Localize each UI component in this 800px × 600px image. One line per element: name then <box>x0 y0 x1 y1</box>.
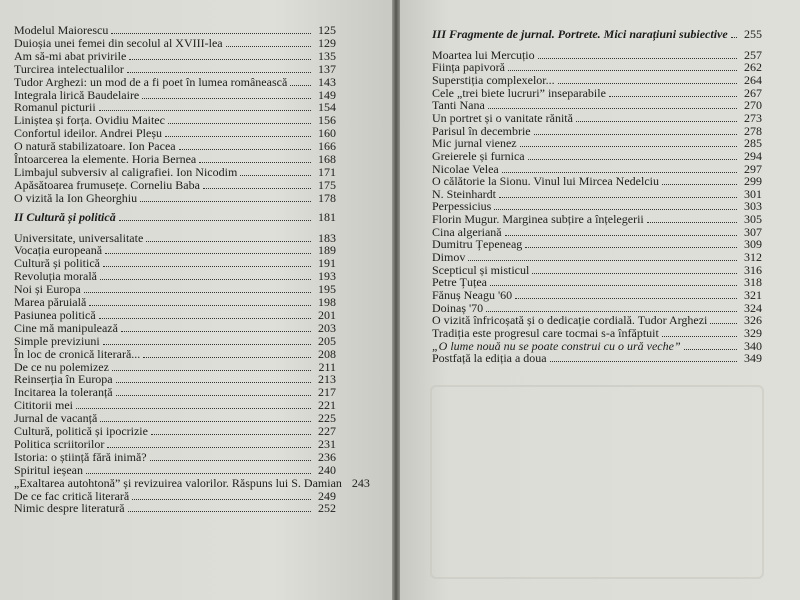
toc-entry <box>432 327 762 340</box>
toc-entry <box>14 166 336 179</box>
toc-section-heading <box>14 211 336 224</box>
toc-dot-leader <box>127 63 311 73</box>
toc-entry-title: Parisul în decembrie <box>432 123 531 138</box>
toc-dot-leader <box>76 399 311 409</box>
toc-page-number: 270 <box>744 98 762 113</box>
toc-dot-leader <box>99 101 311 111</box>
toc-entry-title: Universitate, universalitate <box>14 230 144 245</box>
toc-entry <box>14 179 336 192</box>
toc-entry-title: Limbajul subversiv al caligrafiei. Ion Nicodim <box>14 164 238 179</box>
toc-page-number: 243 <box>351 475 370 490</box>
toc-page-number: 208 <box>318 346 336 361</box>
toc-entry <box>14 348 336 361</box>
toc-page-number: 227 <box>318 424 336 438</box>
toc-entry <box>14 50 336 63</box>
toc-dot-leader <box>684 340 737 350</box>
toc-entry <box>14 37 336 50</box>
toc-entry-title: Perpessicius <box>432 199 492 214</box>
toc-dot-leader <box>468 251 737 261</box>
toc-dot-leader <box>89 296 311 306</box>
toc-entry-title: Istoria: o știință fără inimă? <box>14 449 147 464</box>
toc-dot-leader <box>119 211 311 221</box>
toc-page-number: 340 <box>744 338 762 353</box>
toc-entry <box>432 352 762 365</box>
toc-page-number: 195 <box>318 282 336 297</box>
toc-dot-leader <box>111 24 311 34</box>
toc-entry-title: Tanti Nana <box>432 98 485 113</box>
toc-entry-title: Revoluția morală <box>14 269 97 284</box>
toc-page-number: 324 <box>744 300 762 315</box>
toc-dot-leader <box>142 89 311 99</box>
toc-page-number: 135 <box>318 48 336 63</box>
toc-entry <box>14 502 336 515</box>
toc-entry-title: Greierele și furnica <box>432 148 525 163</box>
toc-dot-leader <box>486 302 737 312</box>
toc-page-number: 217 <box>318 385 336 400</box>
toc-entry-title: În loc de cronică literară... <box>14 346 141 361</box>
toc-entry-title: Confortul ideilor. Andrei Pleșu <box>14 126 162 141</box>
toc-entry <box>432 150 762 163</box>
toc-page-number: 198 <box>318 295 336 309</box>
toc-entry-title: Vocația europeană <box>14 243 103 258</box>
toc-dot-leader <box>151 425 311 435</box>
toc-entry <box>14 322 336 335</box>
toc-dot-leader <box>103 335 311 345</box>
toc-page-number: 205 <box>318 333 336 348</box>
toc-page-number: 201 <box>318 307 336 322</box>
toc-dot-leader <box>116 373 311 383</box>
toc-entry-title: Tudor Arghezi: un mod de a fi poet în lumea românească <box>14 74 288 89</box>
toc-entry-title: Scepticul și misticul <box>432 262 530 277</box>
toc-entry-title: Cina algeriană <box>432 224 502 239</box>
toc-dot-leader <box>112 361 311 371</box>
toc-entry-title: O vizită la Ion Gheorghiu <box>14 190 138 205</box>
toc-page-number: 316 <box>744 262 762 277</box>
toc-page-number: 257 <box>744 47 762 62</box>
toc-entry-title: Cine mă manipulează <box>14 320 118 335</box>
toc-dot-leader <box>515 289 737 299</box>
toc-page-number: 236 <box>318 449 336 464</box>
toc-page-number: 213 <box>318 372 336 387</box>
toc-section-heading <box>432 28 762 41</box>
toc-dot-leader <box>128 502 311 512</box>
toc-dot-leader <box>534 125 737 135</box>
toc-page-number: 125 <box>318 23 336 37</box>
toc-dot-leader <box>550 352 737 362</box>
toc-entry-title: De ce nu polemizez <box>14 359 109 374</box>
toc-page-number: 326 <box>744 313 762 328</box>
toc-entry-title: Reinserția în Europa <box>14 372 113 387</box>
toc-dot-leader <box>203 179 311 189</box>
toc-dot-leader <box>240 166 311 176</box>
toc-dot-leader <box>609 87 737 97</box>
toc-page-number: 129 <box>318 35 336 50</box>
toc-entry <box>14 464 336 477</box>
toc-dot-leader <box>662 327 737 337</box>
toc-dot-leader <box>116 386 311 396</box>
toc-dot-leader <box>146 232 311 242</box>
toc-page-number: 264 <box>744 72 762 87</box>
toc-entry-title: O călătorie la Sionu. Vinul lui Mircea Nedelciu <box>432 174 659 189</box>
toc-dot-leader <box>199 153 311 163</box>
toc-dot-leader <box>100 412 311 422</box>
toc-dot-leader <box>168 114 311 124</box>
toc-entry <box>14 309 336 322</box>
toc-page-number: 297 <box>744 161 762 176</box>
toc-page-number: 278 <box>744 123 762 138</box>
toc-entry-title: Marea păruială <box>14 295 87 309</box>
toc-entry <box>432 74 762 87</box>
toc-dot-leader <box>165 127 311 137</box>
toc-entry <box>14 438 336 451</box>
toc-dot-leader <box>143 348 311 358</box>
toc-entry <box>432 238 762 251</box>
toc-entry <box>14 192 336 205</box>
toc-page-number: 149 <box>318 87 336 102</box>
toc-page-number: 221 <box>318 398 336 413</box>
toc-page-number: 189 <box>318 243 336 258</box>
toc-entry-title: Simple previziuni <box>14 333 100 348</box>
toc-entry-title: Duioșia unei femei din secolul al XVIII-lea <box>14 35 223 50</box>
toc-page-number: 262 <box>744 60 762 75</box>
toc-entry-title: Modelul Maiorescu <box>14 23 109 37</box>
toc-dot-leader <box>647 213 737 223</box>
toc-page-number: 191 <box>318 256 336 271</box>
toc-page-number: 329 <box>744 325 762 340</box>
toc-entry-title: Jurnal de vacanță <box>14 411 98 426</box>
toc-entry-title: Cele „trei biete lucruri” inseparabile <box>432 85 606 100</box>
toc-dot-leader <box>179 140 311 150</box>
toc-entry <box>432 112 762 125</box>
toc-dot-leader <box>140 192 311 202</box>
toc-page-number: 273 <box>744 110 762 125</box>
toc-dot-leader <box>508 61 737 71</box>
toc-dot-leader <box>105 244 311 254</box>
toc-entry <box>14 451 336 464</box>
toc-entry-title: Un portret și o vanitate rănită <box>432 110 573 125</box>
toc-page-number: 183 <box>318 230 336 245</box>
toc-page-number: 175 <box>318 177 336 192</box>
toc-entry-title: Nimic despre literatură <box>14 501 125 516</box>
toc-page-number: 285 <box>744 136 762 151</box>
toc-page-number: 318 <box>744 275 762 290</box>
toc-page-number: 178 <box>318 190 336 205</box>
toc-entry-title: Postfață la ediția a doua <box>432 351 547 366</box>
toc-dot-leader <box>502 163 737 173</box>
toc-page-number: 309 <box>744 237 762 252</box>
toc-entry-title: Apăsătoarea frumusețe. Corneliu Baba <box>14 177 200 192</box>
toc-entry-title: Turcirea intelectualilor <box>14 61 124 76</box>
toc-page-number: 137 <box>318 61 336 76</box>
toc-entry <box>14 76 336 89</box>
toc-entry-title: Dimov <box>432 250 466 265</box>
toc-entry-title: De ce fac critică literară <box>14 488 130 503</box>
toc-entry-title: Cultură și politică <box>14 256 100 271</box>
toc-entry <box>14 475 370 490</box>
toc-dot-leader <box>84 283 311 293</box>
toc-dot-leader <box>710 314 737 324</box>
toc-entry-title: Pasiunea politică <box>14 307 96 322</box>
toc-dot-leader <box>731 28 737 38</box>
toc-page-number: 312 <box>744 250 762 265</box>
toc-entry-title: Nicolae Velea <box>432 161 499 176</box>
toc-page-number: 299 <box>744 174 762 189</box>
toc-dot-leader <box>558 74 737 84</box>
toc-page-number: 193 <box>318 269 336 284</box>
toc-page-number: 156 <box>318 113 336 128</box>
toc-entry-title: Petre Țuțea <box>432 275 487 290</box>
toc-entry-title: II Cultură și politică <box>14 209 116 224</box>
left-page <box>0 0 392 600</box>
toc-page-number: 249 <box>318 488 336 503</box>
toc-dot-leader <box>662 175 737 185</box>
toc-dot-leader <box>576 112 737 122</box>
toc-dot-leader <box>488 99 737 109</box>
toc-entry-title: Politica scriitorilor <box>14 436 105 451</box>
toc-entry-title: Romanul picturii <box>14 100 96 115</box>
toc-dot-leader <box>490 276 737 286</box>
toc-entry-title: Noi și Europa <box>14 282 81 297</box>
toc-dot-leader <box>100 270 311 280</box>
toc-entry-title: O vizită înfricoșată și o dedicație cordială. Tudor Arghezi <box>432 313 708 328</box>
toc-dot-leader <box>103 257 311 267</box>
toc-dot-leader <box>132 490 311 500</box>
toc-page-number: 225 <box>318 411 336 426</box>
toc-entry-title: „Exaltarea autohtonă” și revizuirea valorilor. Răspuns lui S. Damian <box>14 475 342 490</box>
toc-dot-leader <box>86 464 311 474</box>
toc-dot-leader <box>107 438 311 448</box>
toc-page-number: 255 <box>744 27 762 41</box>
right-page <box>400 0 800 600</box>
toc-dot-leader <box>505 226 737 236</box>
toc-dot-leader <box>99 309 311 319</box>
toc-entry-title: Moartea lui Mercuțio <box>432 47 535 62</box>
toc-dot-leader <box>226 37 311 47</box>
toc-dot-leader <box>290 76 311 86</box>
toc-page-number: 211 <box>318 359 336 374</box>
toc-dot-leader <box>121 322 311 332</box>
toc-entry-title: Ființa papivoră <box>432 60 505 75</box>
toc-entry-title: N. Steinhardt <box>432 186 496 201</box>
toc-entry-title: Fănuș Neagu '60 <box>432 288 513 302</box>
toc-dot-leader <box>538 49 737 59</box>
faded-stamp <box>430 385 764 579</box>
toc-page-number: 143 <box>318 74 336 89</box>
toc-page-number: 294 <box>744 148 762 163</box>
toc-entry-title: Mic jurnal vienez <box>432 136 517 151</box>
toc-dot-leader <box>499 188 737 198</box>
toc-page-number: 307 <box>744 224 762 239</box>
toc-page-number: 349 <box>744 351 762 366</box>
toc-entry-title: Cultură, politică și ipocrizie <box>14 424 148 438</box>
toc-page-number: 321 <box>744 288 762 302</box>
toc-entry-title: III Fragmente de jurnal. Portrete. Mici narațiuni subiective <box>432 27 728 41</box>
toc-page-number: 160 <box>318 126 336 141</box>
toc-page-number: 181 <box>318 209 336 224</box>
toc-entry-title: Dumitru Țepeneag <box>432 237 523 252</box>
toc-page-number: 231 <box>318 436 336 451</box>
toc-page-number: 168 <box>318 152 336 166</box>
toc-page-number: 301 <box>744 186 762 201</box>
toc-dot-leader <box>525 238 737 248</box>
toc-entry-title: Liniștea și forța. Ovidiu Maitec <box>14 113 165 128</box>
toc-dot-leader <box>494 200 737 210</box>
toc-entry-title: Doinaș '70 <box>432 300 484 315</box>
toc-page-number: 166 <box>318 139 336 154</box>
toc-entry-title: Cititorii mei <box>14 398 73 413</box>
toc-entry-title: „O lume nouă nu se poate construi cu o ură veche” <box>432 338 681 353</box>
toc-entry-title: Tradiția este progresul care tocmai s-a înfăptuit <box>432 325 659 340</box>
toc-page-number: 203 <box>318 320 336 335</box>
toc-entry-title: Incitarea la toleranță <box>14 385 113 400</box>
toc-dot-leader <box>528 150 737 160</box>
toc-entry <box>14 335 336 348</box>
toc-dot-leader <box>520 137 737 147</box>
toc-dot-leader <box>129 50 311 60</box>
toc-entry-title: O natură stabilizatoare. Ion Pacea <box>14 139 176 154</box>
book-gutter <box>392 0 400 600</box>
toc-page-number: 240 <box>318 462 336 477</box>
toc-entry-title: Integrala lirică Baudelaire <box>14 87 140 102</box>
toc-page-number: 171 <box>318 164 336 179</box>
toc-entry-title: Florin Mugur. Marginea subțire a înțelegerii <box>432 212 644 227</box>
toc-page-number: 303 <box>744 199 762 214</box>
toc-entry-title: Întoarcerea la elemente. Horia Bernea <box>14 152 197 166</box>
toc-page-number: 305 <box>744 212 762 227</box>
toc-entry-title: Am să-mi abat privirile <box>14 48 127 63</box>
toc-page-number: 154 <box>318 100 336 115</box>
toc-dot-leader <box>532 264 737 274</box>
toc-page-number: 252 <box>318 501 336 516</box>
toc-entry-title: Spiritul ieșean <box>14 462 83 477</box>
toc-entry-title: Superstiția complexelor... <box>432 72 555 87</box>
toc-entry <box>14 63 336 76</box>
toc-page-number: 267 <box>744 85 762 100</box>
toc-dot-leader <box>150 451 311 461</box>
